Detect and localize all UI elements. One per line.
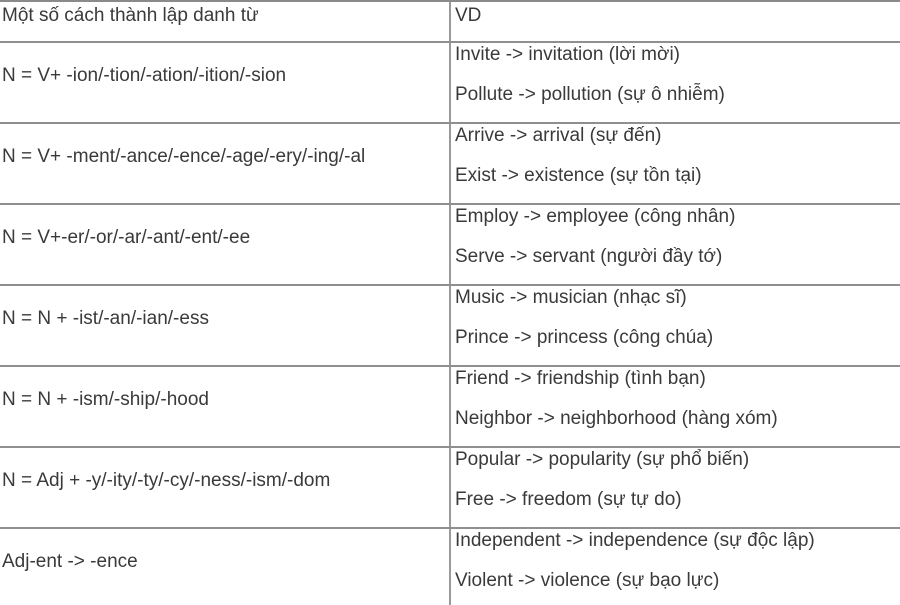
- header-right: VD: [455, 5, 482, 26]
- example-line: Violent -> violence (sự bạo lực): [455, 570, 720, 591]
- example-line: Neighbor -> neighborhood (hàng xóm): [455, 408, 778, 429]
- example-line: Employ -> employee (công nhân): [455, 206, 736, 227]
- rule-cell: N = V+-er/-or/-ar/-ant/-ent/-ee: [2, 227, 251, 248]
- example-line: Arrive -> arrival (sự đến): [455, 125, 662, 146]
- example-line: Popular -> popularity (sự phổ biến): [455, 449, 750, 470]
- table-row: [0, 286, 900, 367]
- example-line: Free -> freedom (sự tự do): [455, 489, 682, 510]
- table-row: [0, 124, 900, 205]
- rule-cell: Adj-ent -> -ence: [2, 551, 138, 572]
- rule-cell: N = N + -ism/-ship/-hood: [2, 389, 209, 410]
- example-line: Independent -> independence (sự độc lập): [455, 530, 815, 551]
- example-line: Invite -> invitation (lời mời): [455, 44, 681, 65]
- rule-cell: N = V+ -ion/-tion/-ation/-ition/-sion: [2, 65, 287, 86]
- table-row: [0, 448, 900, 529]
- example-line: Serve -> servant (người đầy tớ): [455, 246, 723, 267]
- rule-cell: N = N + -ist/-an/-ian/-ess: [2, 308, 209, 329]
- example-line: Friend -> friendship (tình bạn): [455, 368, 706, 389]
- example-line: Prince -> princess (công chúa): [455, 327, 714, 348]
- table-row: [0, 367, 900, 448]
- example-line: Music -> musician (nhạc sĩ): [455, 287, 687, 308]
- header-left: Một số cách thành lập danh từ: [2, 5, 259, 26]
- rule-cell: N = Adj + -y/-ity/-ty/-cy/-ness/-ism/-dom: [2, 470, 331, 491]
- example-line: Exist -> existence (sự tồn tại): [455, 165, 702, 186]
- table-row: [0, 43, 900, 124]
- table-header-row: [0, 2, 900, 43]
- example-line: Pollute -> pollution (sự ô nhiễm): [455, 84, 725, 105]
- rule-cell: N = V+ -ment/-ance/-ence/-age/-ery/-ing/-al: [2, 146, 366, 167]
- table-row: [0, 205, 900, 286]
- table-row: [0, 529, 900, 605]
